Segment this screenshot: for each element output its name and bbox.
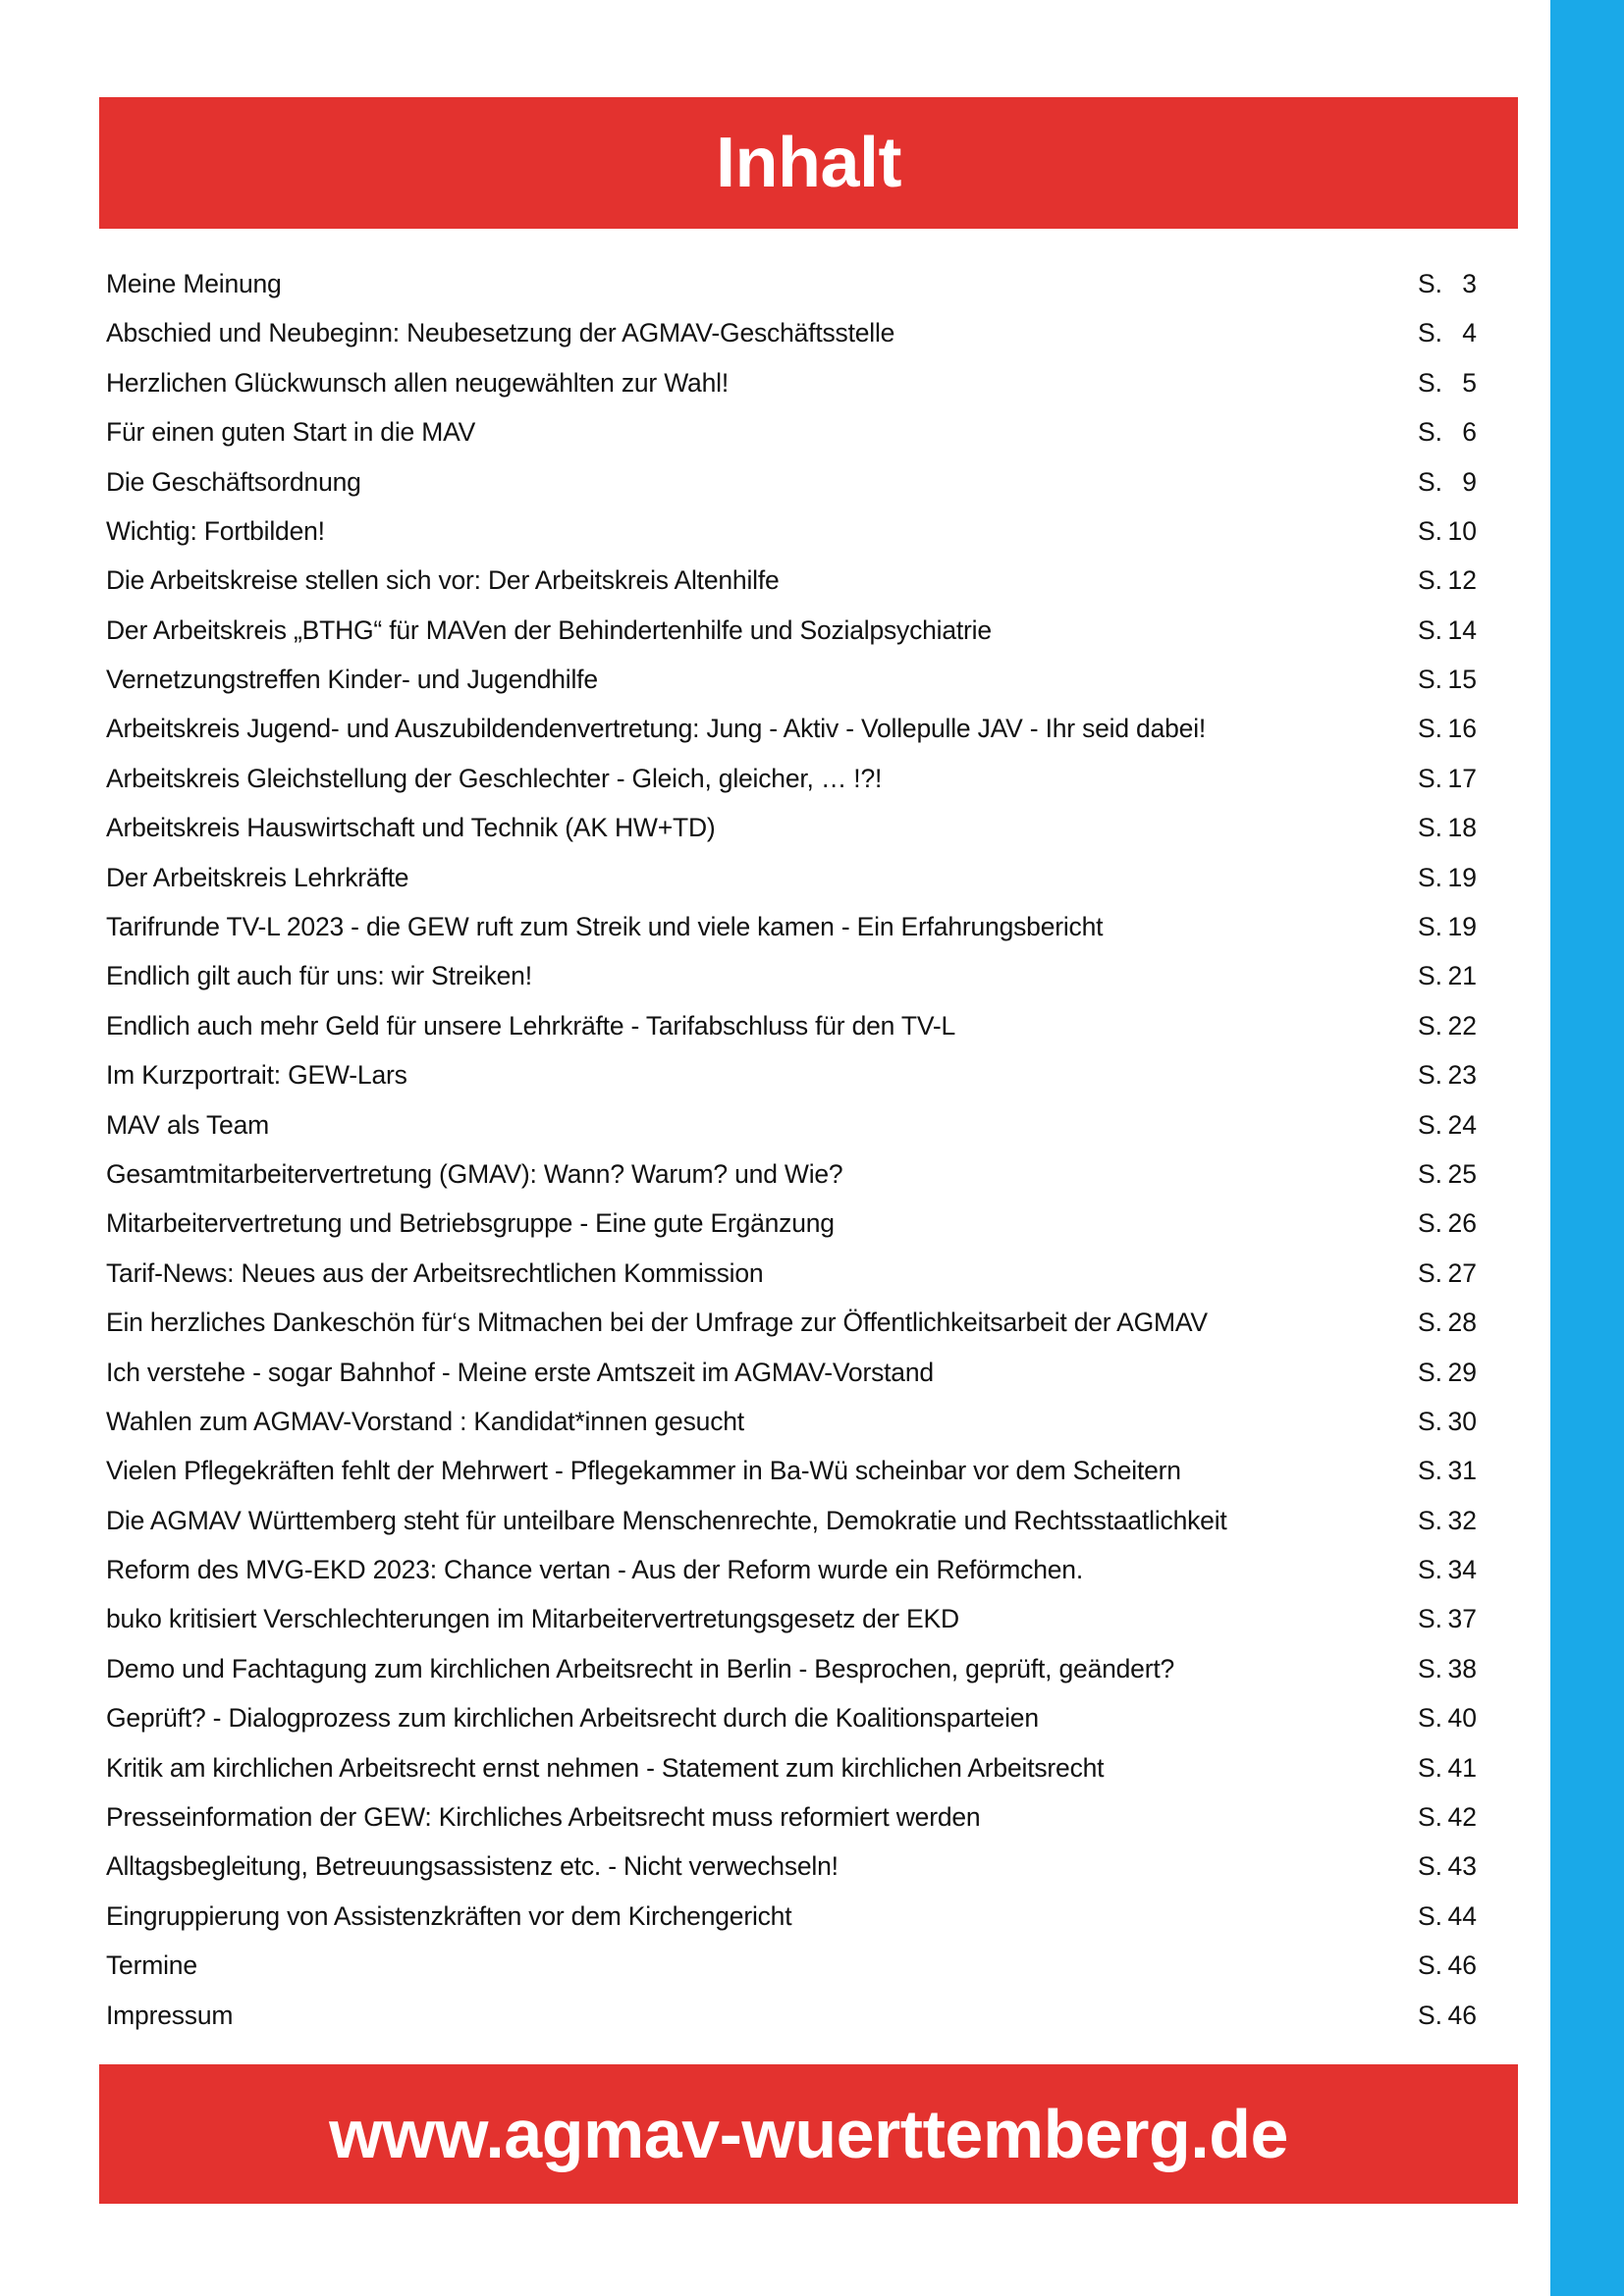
page-number: 41: [1447, 1752, 1477, 1783]
toc-entry-title: Gesamtmitarbeitervertretung (GMAV): Wann? Warum? und Wie?: [106, 1158, 843, 1189]
toc-entry[interactable]: [106, 1595, 1477, 1644]
toc-entry-page: [1418, 1109, 1477, 1140]
page-number: 42: [1447, 1802, 1477, 1833]
page-prefix: S.: [1418, 1010, 1443, 1041]
toc-entry-page: [1418, 1900, 1477, 1931]
toc-entry[interactable]: [106, 1050, 1477, 1099]
page-prefix: S.: [1418, 1752, 1443, 1783]
toc-entry-title: Endlich auch mehr Geld für unsere Lehrkräfte - Tarifabschluss für den TV-L: [106, 1010, 956, 1041]
page-prefix: S.: [1418, 614, 1443, 645]
toc-entry[interactable]: [106, 1743, 1477, 1792]
page-prefix: S.: [1418, 1900, 1443, 1931]
toc-entry[interactable]: [106, 1545, 1477, 1594]
toc-entry-title: Vernetzungstreffen Kinder- und Jugendhilfe: [106, 665, 598, 695]
toc-entry-title: Geprüft? - Dialogprozess zum kirchlichen Arbeitsrecht durch die Koalitionsparteien: [106, 1703, 1039, 1734]
page-number: 6: [1462, 417, 1477, 448]
page-number: 31: [1447, 1456, 1477, 1486]
page-number: 17: [1447, 763, 1477, 793]
toc-entry-title: Arbeitskreis Gleichstellung der Geschlechter - Gleich, gleicher, … !?!: [106, 763, 883, 793]
toc-entry-title: Mitarbeitervertretung und Betriebsgruppe - Eine gute Ergänzung: [106, 1208, 835, 1239]
toc-entry-page: [1418, 1309, 1477, 1336]
toc-entry[interactable]: [106, 1348, 1477, 1397]
page-prefix: S.: [1418, 1158, 1443, 1189]
toc-entry-page: [1418, 419, 1477, 446]
toc-entry-page: [1418, 1705, 1477, 1732]
toc-entry[interactable]: [106, 1249, 1477, 1298]
page-prefix: S.: [1418, 515, 1443, 546]
side-color-stripe: [1550, 0, 1624, 2296]
toc-entry[interactable]: [106, 1941, 1477, 1990]
page-prefix: S.: [1418, 763, 1443, 793]
page-prefix: S.: [1418, 1208, 1443, 1239]
toc-entry-page: [1418, 1357, 1477, 1387]
toc-entry[interactable]: [106, 1397, 1477, 1446]
toc-entry-page: [1418, 1210, 1477, 1237]
toc-entry[interactable]: [106, 1842, 1477, 1892]
page-number: 40: [1447, 1703, 1477, 1734]
toc-entry-title: Kritik am kirchlichen Arbeitsrecht ernst nehmen - Statement zum kirchlichen Arbeitsrecht: [106, 1752, 1105, 1783]
page-number: 38: [1447, 1653, 1477, 1683]
title-banner: [99, 97, 1518, 229]
page-number: 30: [1447, 1406, 1477, 1436]
toc-entry-page: [1418, 268, 1477, 298]
page-number: 14: [1447, 614, 1477, 645]
page-prefix: S.: [1418, 1555, 1443, 1585]
toc-entry-title: Tarif-News: Neues aus der Arbeitsrechtlichen Kommission: [106, 1257, 764, 1288]
toc-entry-title: Wahlen zum AGMAV-Vorstand : Kandidat*innen gesucht: [106, 1406, 744, 1436]
page-prefix: S.: [1418, 367, 1443, 398]
page-number: 22: [1447, 1010, 1477, 1041]
page-number: 3: [1462, 268, 1477, 298]
page-number: 18: [1447, 813, 1477, 843]
toc-entry-page: [1418, 1458, 1477, 1484]
page-prefix: S.: [1418, 318, 1443, 348]
toc-entry-title: Alltagsbegleitung, Betreuungsassistenz etc. - Nicht verwechseln!: [106, 1851, 839, 1882]
toc-entry-page: [1418, 1606, 1477, 1632]
page-number: 21: [1447, 961, 1477, 991]
toc-entry[interactable]: [106, 1100, 1477, 1149]
page-number: 5: [1462, 367, 1477, 398]
page-number: 27: [1447, 1257, 1477, 1288]
page-prefix: S.: [1418, 565, 1443, 596]
toc-entry-page: [1418, 963, 1477, 989]
toc-entry[interactable]: [106, 308, 1477, 357]
toc-entry-title: Für einen guten Start in die MAV: [106, 417, 476, 448]
page-prefix: S.: [1418, 714, 1443, 744]
toc-entry-title: Ein herzliches Dankeschön für‘s Mitmachen bei der Umfrage zur Öffentlichkeitsarbeit der AGMAV: [106, 1308, 1208, 1338]
toc-entry[interactable]: [106, 358, 1477, 407]
toc-entry[interactable]: [106, 1792, 1477, 1842]
page-number: 4: [1462, 318, 1477, 348]
toc-entry[interactable]: [106, 259, 1477, 308]
toc-entry-page: [1418, 1557, 1477, 1583]
toc-entry-title: Herzlichen Glückwunsch allen neugewählten zur Wahl!: [106, 367, 729, 398]
toc-entry[interactable]: [106, 1496, 1477, 1545]
page-number: 10: [1447, 515, 1477, 546]
toc-entry-title: Eingruppierung von Assistenzkräften vor dem Kirchengericht: [106, 1900, 792, 1931]
page-number: 25: [1447, 1158, 1477, 1189]
toc-entry-title: Wichtig: Fortbilden!: [106, 515, 325, 546]
toc-entry-page: [1418, 1952, 1477, 1979]
page-prefix: S.: [1418, 813, 1443, 843]
page-number: 26: [1447, 1208, 1477, 1239]
page-number: 46: [1447, 2000, 1477, 2030]
toc-entry-page: [1418, 716, 1477, 742]
page-number: 32: [1447, 1505, 1477, 1535]
toc-entry-page: [1418, 1853, 1477, 1880]
footer-banner: [99, 2064, 1518, 2204]
page-number: 46: [1447, 1950, 1477, 1981]
toc-entry-page: [1418, 515, 1477, 546]
page-prefix: S.: [1418, 1308, 1443, 1338]
page-title: Inhalt: [716, 124, 901, 202]
toc-entry-title: Demo und Fachtagung zum kirchlichen Arbeitsrecht in Berlin - Besprochen, geprüft, geändert?: [106, 1653, 1175, 1683]
toc-entry-title: Endlich gilt auch für uns: wir Streiken!: [106, 961, 532, 991]
page-prefix: S.: [1418, 665, 1443, 695]
toc-entry-page: [1418, 567, 1477, 594]
toc-entry[interactable]: [106, 754, 1477, 803]
toc-entry-title: Arbeitskreis Jugend- und Auszubildendenvertretung: Jung - Aktiv - Vollepulle JAV - Ihr seid dabei!: [106, 714, 1207, 744]
toc-entry[interactable]: [106, 407, 1477, 456]
toc-entry-page: [1418, 862, 1477, 892]
toc-entry-title: Arbeitskreis Hauswirtschaft und Technik (AK HW+TD): [106, 813, 716, 843]
toc-entry-page: [1418, 2002, 1477, 2029]
page-prefix: S.: [1418, 1357, 1443, 1387]
toc-entry-title: Tarifrunde TV-L 2023 - die GEW ruft zum Streik und viele kamen - Ein Erfahrungsbericht: [106, 912, 1104, 942]
toc-entry-page: [1418, 1653, 1477, 1683]
toc-entry[interactable]: [106, 606, 1477, 655]
toc-entry-title: Der Arbeitskreis Lehrkräfte: [106, 862, 409, 892]
page-prefix: S.: [1418, 862, 1443, 892]
toc-entry-page: [1418, 1062, 1477, 1089]
page-number: 28: [1447, 1308, 1477, 1338]
toc-entry[interactable]: [106, 507, 1477, 556]
toc-entry[interactable]: [106, 655, 1477, 704]
toc-entry[interactable]: [106, 1991, 1477, 2040]
toc-entry-title: buko kritisiert Verschlechterungen im Mitarbeitervertretungsgesetz der EKD: [106, 1604, 959, 1634]
toc-entry[interactable]: [106, 902, 1477, 951]
toc-entry-title: Der Arbeitskreis „BTHG“ für MAVen der Behindertenhilfe und Sozialpsychiatrie: [106, 614, 992, 645]
toc-entry[interactable]: [106, 556, 1477, 605]
toc-entry[interactable]: [106, 1693, 1477, 1742]
page-number: 29: [1447, 1357, 1477, 1387]
page-prefix: S.: [1418, 1456, 1443, 1486]
toc-entry[interactable]: [106, 1298, 1477, 1347]
toc-entry-page: [1418, 367, 1477, 398]
page-prefix: S.: [1418, 1802, 1443, 1833]
toc-entry[interactable]: [106, 1001, 1477, 1050]
page-number: 44: [1447, 1900, 1477, 1931]
toc-entry-title: Ich verstehe - sogar Bahnhof - Meine erste Amtszeit im AGMAV-Vorstand: [106, 1357, 934, 1387]
toc-entry[interactable]: [106, 853, 1477, 902]
page-prefix: S.: [1418, 1653, 1443, 1683]
page-prefix: S.: [1418, 2000, 1443, 2030]
toc-entry-title: Abschied und Neubeginn: Neubesetzung der AGMAV-Geschäftsstelle: [106, 318, 895, 348]
toc-entry-title: Die Geschäftsordnung: [106, 466, 361, 497]
toc-entry[interactable]: [106, 1446, 1477, 1495]
page-number: 19: [1447, 862, 1477, 892]
toc-entry-page: [1418, 1406, 1477, 1436]
page-number: 37: [1447, 1604, 1477, 1634]
page-number: 24: [1447, 1109, 1477, 1140]
toc-entry-page: [1418, 1752, 1477, 1783]
page-prefix: S.: [1418, 1060, 1443, 1091]
page-number: 15: [1447, 665, 1477, 695]
page-number: 12: [1447, 565, 1477, 596]
toc-entry[interactable]: [106, 457, 1477, 507]
toc-entry-title: Meine Meinung: [106, 268, 282, 298]
page-prefix: S.: [1418, 268, 1443, 298]
toc-entry[interactable]: [106, 951, 1477, 1000]
toc-entry-title: MAV als Team: [106, 1109, 269, 1140]
page-prefix: S.: [1418, 1950, 1443, 1981]
page-number: 16: [1447, 714, 1477, 744]
page-prefix: S.: [1418, 417, 1443, 448]
toc-entry[interactable]: [106, 1892, 1477, 1941]
website-url[interactable]: www.agmav-wuerttemberg.de: [329, 2096, 1288, 2172]
toc-entry-title: Im Kurzportrait: GEW-Lars: [106, 1060, 407, 1091]
page-number: 43: [1447, 1851, 1477, 1882]
toc-entry[interactable]: [106, 803, 1477, 852]
toc-entry-title: Termine: [106, 1950, 197, 1981]
toc-entry-page: [1418, 763, 1477, 793]
page-prefix: S.: [1418, 912, 1443, 942]
toc-entry-page: [1418, 1505, 1477, 1535]
page-prefix: S.: [1418, 1604, 1443, 1634]
page-number: 23: [1447, 1060, 1477, 1091]
table-of-contents: [106, 259, 1477, 2040]
page-prefix: S.: [1418, 1703, 1443, 1734]
page-prefix: S.: [1418, 1257, 1443, 1288]
page-prefix: S.: [1418, 1406, 1443, 1436]
toc-entry[interactable]: [106, 1199, 1477, 1248]
toc-entry-title: Vielen Pflegekräften fehlt der Mehrwert - Pflegekammer in Ba-Wü scheinbar vor dem Scheitern: [106, 1456, 1181, 1486]
toc-entry-page: [1418, 815, 1477, 841]
page-number: 9: [1462, 466, 1477, 497]
page-number: 19: [1447, 912, 1477, 942]
toc-entry-title: Die AGMAV Württemberg steht für unteilbare Menschenrechte, Demokratie und Rechtsstaatlichkeit: [106, 1505, 1227, 1535]
toc-entry[interactable]: [106, 1644, 1477, 1693]
toc-entry-title: Die Arbeitskreise stellen sich vor: Der Arbeitskreis Altenhilfe: [106, 565, 780, 596]
page-prefix: S.: [1418, 1851, 1443, 1882]
page-prefix: S.: [1418, 1109, 1443, 1140]
toc-entry-page: [1418, 1257, 1477, 1288]
toc-entry-title: Presseinformation der GEW: Kirchliches Arbeitsrecht muss reformiert werden: [106, 1802, 981, 1833]
toc-entry[interactable]: [106, 1149, 1477, 1199]
toc-entry-page: [1418, 614, 1477, 645]
toc-entry-page: [1418, 466, 1477, 497]
toc-entry-page: [1418, 320, 1477, 347]
toc-entry[interactable]: [106, 705, 1477, 754]
toc-entry-page: [1418, 667, 1477, 693]
page-prefix: S.: [1418, 1505, 1443, 1535]
toc-entry-page: [1418, 1158, 1477, 1189]
toc-entry-title: Impressum: [106, 2000, 234, 2030]
page-number: 34: [1447, 1555, 1477, 1585]
toc-entry-page: [1418, 914, 1477, 940]
toc-entry-page: [1418, 1010, 1477, 1041]
page-prefix: S.: [1418, 466, 1443, 497]
toc-entry-page: [1418, 1804, 1477, 1831]
toc-entry-title: Reform des MVG-EKD 2023: Chance vertan - Aus der Reform wurde ein Reförmchen.: [106, 1555, 1083, 1585]
page-prefix: S.: [1418, 961, 1443, 991]
